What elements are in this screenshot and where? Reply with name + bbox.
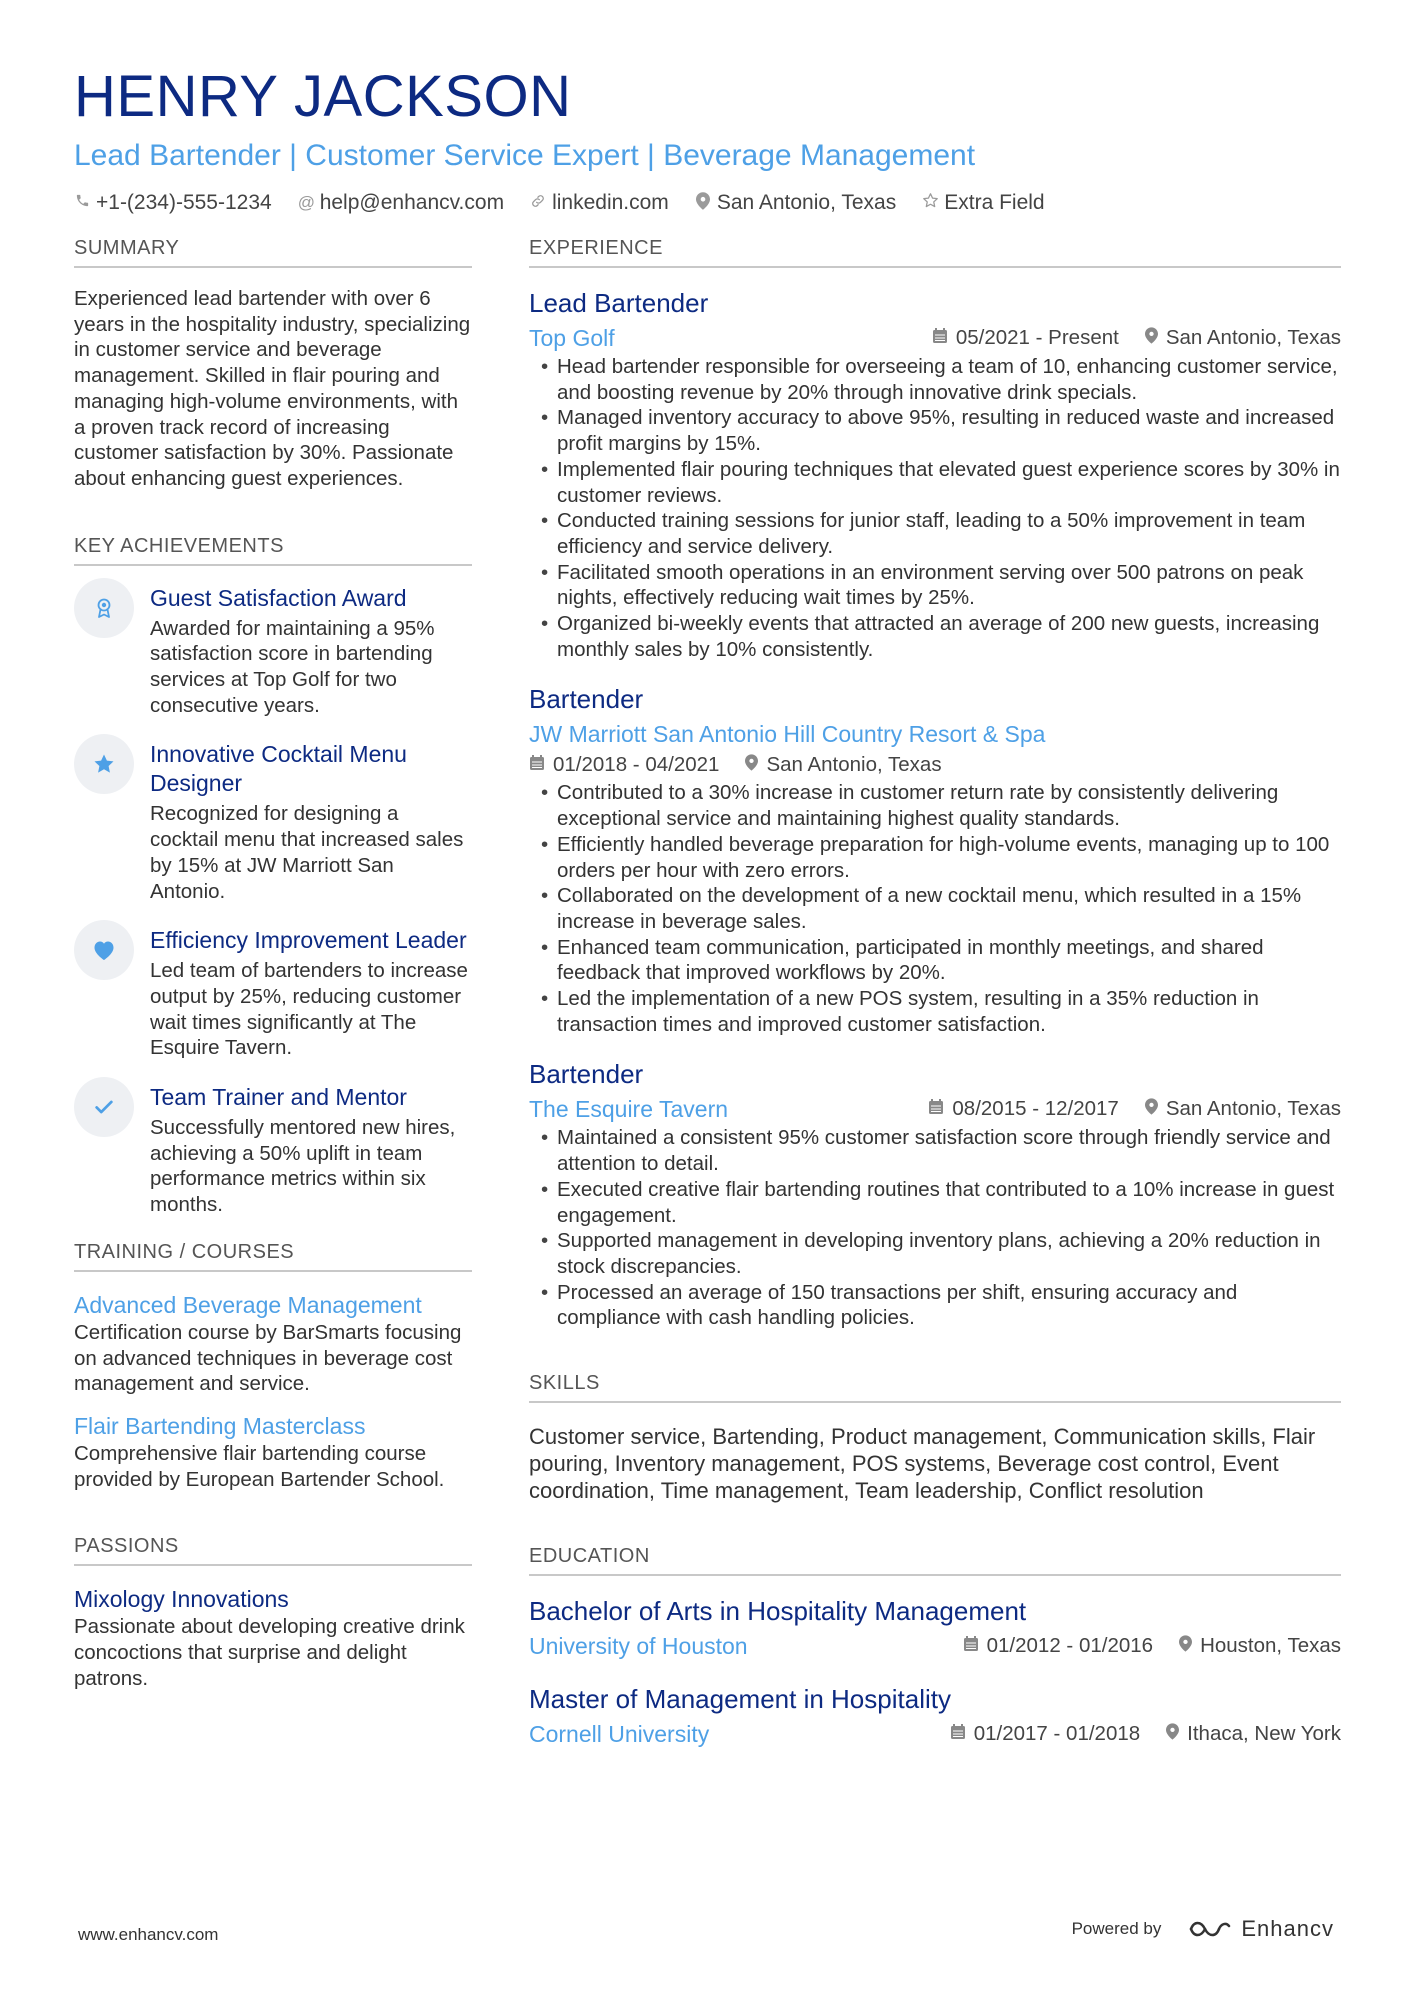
contact-phone — [74, 191, 272, 215]
job-title: Bartender — [529, 684, 644, 715]
job-dates-text: 05/2021 - Present — [955, 326, 1119, 349]
education-location-text: Houston, Texas — [1200, 1634, 1341, 1658]
education-school: Cornell University — [529, 1720, 710, 1747]
job-bullet: • Efficiently handled beverage preparation for high-volume events, managing up to 100 orders per hour with zero errors. — [529, 832, 1341, 883]
footer-website[interactable]: www.enhancv.com — [78, 1925, 219, 1944]
training-item — [74, 1411, 472, 1492]
achievement-desc: Successfully mentored new hires, achieving a 50% uplift in team performance metrics within six months. — [150, 1116, 456, 1217]
education-heading: EDUCATION — [529, 1544, 1341, 1576]
heart-icon — [74, 920, 134, 980]
achievement-item — [74, 1083, 472, 1218]
job-bullet: • Organized bi-weekly events that attracted an average of 200 new guests, increasing monthly sales by 10% consistently. — [529, 611, 1341, 662]
achievement-desc: Recognized for designing a cocktail menu that increased sales by 15% at JW Marriott San Antonio. — [150, 802, 464, 903]
calendar-icon — [932, 326, 948, 350]
passion-title: Mixology Innovations — [74, 1586, 289, 1613]
education-degree: Master of Management in Hospitality — [529, 1684, 951, 1715]
training-title: Advanced Beverage Management — [74, 1291, 422, 1318]
achievement-content — [150, 584, 472, 719]
job-bullet: • Maintained a consistent 95% customer satisfaction score through friendly service and attention to detail. — [529, 1125, 1341, 1176]
education-dates — [950, 1722, 1140, 1746]
location-icon — [695, 192, 711, 215]
summary-section — [74, 236, 472, 492]
education-entry — [529, 1682, 1341, 1750]
footer-brand: Enhancv — [1241, 1916, 1334, 1941]
job-bullet: • Managed inventory accuracy to above 95%, resulting in reduced waste and increased profit margins by 15%. — [529, 405, 1341, 456]
achievement-desc: Awarded for maintaining a 95% satisfaction score in bartending services at Top Golf for two consecutive years. — [150, 616, 435, 717]
calendar-icon — [950, 1722, 966, 1746]
at-icon: @ — [297, 193, 315, 212]
candidate-name: HENRY JACKSON — [74, 64, 572, 129]
job-location-text: San Antonio, Texas — [1165, 1097, 1341, 1121]
training-desc: Certification course by BarSmarts focusing on advanced techniques in beverage cost management and service. — [74, 1320, 462, 1396]
job-company: Top Golf — [529, 324, 615, 351]
candidate-tagline: Lead Bartender | Customer Service Expert | Beverage Management — [74, 139, 976, 172]
education-dates-text: 01/2012 - 01/2016 — [986, 1634, 1154, 1658]
star-icon — [922, 192, 938, 214]
achievement-content — [150, 1083, 472, 1218]
job-bullet: • Led the implementation of a new POS system, resulting in a 35% reduction in transaction times and improved customer satisfaction. — [529, 986, 1341, 1037]
achievement-item — [74, 926, 472, 1061]
job-meta-right — [906, 326, 1341, 350]
education-degree: Bachelor of Arts in Hospitality Management — [529, 1596, 1027, 1627]
job-bullet: • Contributed to a 30% increase in customer return rate by consistently delivering exceptional service and maintaining highest quality standards. — [529, 780, 1341, 831]
passion-desc: Passionate about developing creative drink concoctions that surprise and delight patrons. — [74, 1615, 465, 1690]
passion-item — [74, 1584, 472, 1691]
job-dates-text: 01/2018 - 04/2021 — [553, 753, 720, 777]
education-dates-text: 01/2017 - 01/2018 — [973, 1722, 1141, 1746]
job-bullets — [529, 780, 1341, 1037]
job-bullet: • Facilitated smooth operations in an environment serving over 500 patrons on peak nights, effectively reducing wait times by 25%. — [529, 560, 1341, 611]
education-entry — [529, 1594, 1341, 1662]
job-title: Lead Bartender — [529, 288, 709, 318]
location-icon — [745, 753, 758, 777]
job-bullet: • Head bartender responsible for overseeing a team of 10, enhancing customer service, and boosting revenue by 20% through innovative drink specials. — [529, 354, 1341, 405]
achievement-title: Innovative Cocktail Menu Designer — [150, 741, 407, 797]
job-dates — [529, 753, 719, 777]
education-school: University of Houston — [529, 1632, 748, 1659]
achievement-title: Guest Satisfaction Award — [150, 584, 407, 611]
training-heading: TRAINING / COURSES — [74, 1240, 472, 1272]
job-entry — [529, 682, 1341, 1037]
education-dates — [963, 1634, 1153, 1658]
check-icon — [74, 1077, 134, 1137]
award-icon — [74, 578, 134, 638]
contact-phone-text[interactable]: +1-(234)-555-1234 — [96, 191, 272, 214]
job-dates — [932, 326, 1119, 350]
education-meta-right — [937, 1634, 1341, 1658]
footer-powered-by — [1072, 1916, 1334, 1942]
experience-section — [529, 236, 1341, 1331]
location-icon — [1145, 1097, 1158, 1121]
achievement-title: Team Trainer and Mentor — [150, 1084, 407, 1111]
resume-header — [74, 62, 1344, 218]
job-title: Bartender — [529, 1059, 644, 1090]
contact-link — [530, 191, 669, 215]
job-dates-text: 08/2015 - 12/2017 — [952, 1097, 1119, 1121]
calendar-icon — [963, 1634, 979, 1658]
enhancv-logo-icon — [1187, 1917, 1233, 1941]
job-company-row — [529, 718, 1341, 750]
contact-extra-text: Extra Field — [944, 191, 1045, 214]
star-icon — [74, 734, 134, 794]
passions-heading: PASSIONS — [74, 1534, 472, 1566]
education-meta — [529, 1630, 1341, 1662]
job-meta-right — [902, 1097, 1341, 1121]
training-title: Flair Bartending Masterclass — [74, 1412, 366, 1439]
location-icon — [1166, 1722, 1179, 1746]
job-dates — [928, 1097, 1118, 1121]
education-location — [1166, 1722, 1341, 1746]
job-meta — [529, 322, 1341, 354]
job-entry — [529, 286, 1341, 662]
job-location-text: San Antonio, Texas — [1165, 326, 1341, 349]
skills-section — [529, 1371, 1341, 1504]
job-bullet: • Processed an average of 150 transactions per shift, ensuring accuracy and compliance with cash handling policies. — [529, 1280, 1341, 1331]
education-meta — [529, 1718, 1341, 1750]
contact-email — [298, 191, 504, 215]
job-bullet: • Collaborated on the development of a new cocktail menu, which resulted in a 15% increase in beverage sales. — [529, 883, 1341, 934]
phone-icon — [74, 193, 90, 213]
contact-bar — [74, 188, 1344, 218]
job-location — [745, 753, 941, 777]
achievements-heading: KEY ACHIEVEMENTS — [74, 534, 472, 566]
contact-email-text[interactable]: help@enhancv.com — [319, 191, 505, 214]
experience-heading: EXPERIENCE — [529, 236, 1341, 268]
job-company: The Esquire Tavern — [529, 1095, 729, 1122]
link-icon — [530, 193, 546, 214]
calendar-icon — [529, 753, 545, 777]
job-location — [1145, 1097, 1341, 1121]
summary-heading: SUMMARY — [74, 236, 472, 268]
education-meta-right — [924, 1722, 1341, 1746]
job-bullet: • Executed creative flair bartending routines that contributed to a 10% increase in guest engagement. — [529, 1177, 1341, 1228]
job-meta-right — [529, 750, 1341, 780]
achievement-item — [74, 740, 472, 904]
training-section — [74, 1240, 472, 1493]
job-location-text: San Antonio, Texas — [766, 753, 942, 777]
skills-heading: SKILLS — [529, 1371, 1341, 1403]
achievements-section — [74, 534, 472, 1218]
job-bullet: • Enhanced team communication, participated in monthly meetings, and shared feedback that improved workflows by 20%. — [529, 935, 1341, 986]
achievement-title: Efficiency Improvement Leader — [150, 927, 467, 954]
skills-text: Customer service, Bartending, Product management, Communication skills, Flair pouring, Inventory management, POS systems, Beverage cost control, Event coordination, Time management, Team leadership, Conflict resolution — [529, 1424, 1316, 1504]
passions-section — [74, 1534, 472, 1691]
achievement-item — [74, 584, 472, 719]
contact-location-text: San Antonio, Texas — [716, 191, 897, 214]
job-entry — [529, 1057, 1341, 1331]
achievement-content — [150, 740, 472, 904]
summary-text: Experienced lead bartender with over 6 years in the hospitality industry, specializing in customer service and beverage management. Skilled in flair pouring and managing high-volume environments, with a proven track record of increasing customer satisfaction by 30%. Passionate about enhancing guest experiences. — [74, 287, 471, 490]
job-bullet: • Supported management in developing inventory plans, achieving a 20% reduction in stock discrepancies. — [529, 1228, 1341, 1279]
contact-location — [695, 191, 896, 215]
training-item — [74, 1290, 472, 1397]
education-location — [1179, 1634, 1341, 1658]
achievements-list — [74, 584, 472, 1218]
job-bullets — [529, 354, 1341, 662]
job-meta — [529, 1093, 1341, 1125]
location-icon — [1179, 1634, 1192, 1658]
job-bullet: • Implemented flair pouring techniques that elevated guest experience scores by 30% in customer reviews. — [529, 457, 1341, 508]
achievement-desc: Led team of bartenders to increase output by 25%, reducing customer wait times significantly at The Esquire Tavern. — [150, 959, 468, 1060]
achievement-content — [150, 926, 472, 1061]
left-column — [74, 236, 472, 1692]
powered-by-text: Powered by — [1071, 1919, 1162, 1938]
job-bullet: • Conducted training sessions for junior staff, leading to a 50% improvement in team efficiency and service delivery. — [529, 508, 1341, 559]
job-location — [1145, 326, 1341, 350]
calendar-icon — [928, 1097, 944, 1121]
training-desc: Comprehensive flair bartending course provided by European Bartender School. — [74, 1441, 445, 1491]
location-icon — [1145, 326, 1158, 350]
right-column — [529, 236, 1341, 1750]
contact-extra — [922, 191, 1044, 215]
education-location-text: Ithaca, New York — [1187, 1722, 1341, 1746]
job-company: JW Marriott San Antonio Hill Country Resort & Spa — [529, 720, 1046, 747]
education-section — [529, 1544, 1341, 1750]
contact-link-text[interactable]: linkedin.com — [552, 191, 669, 214]
job-bullets — [529, 1125, 1341, 1331]
